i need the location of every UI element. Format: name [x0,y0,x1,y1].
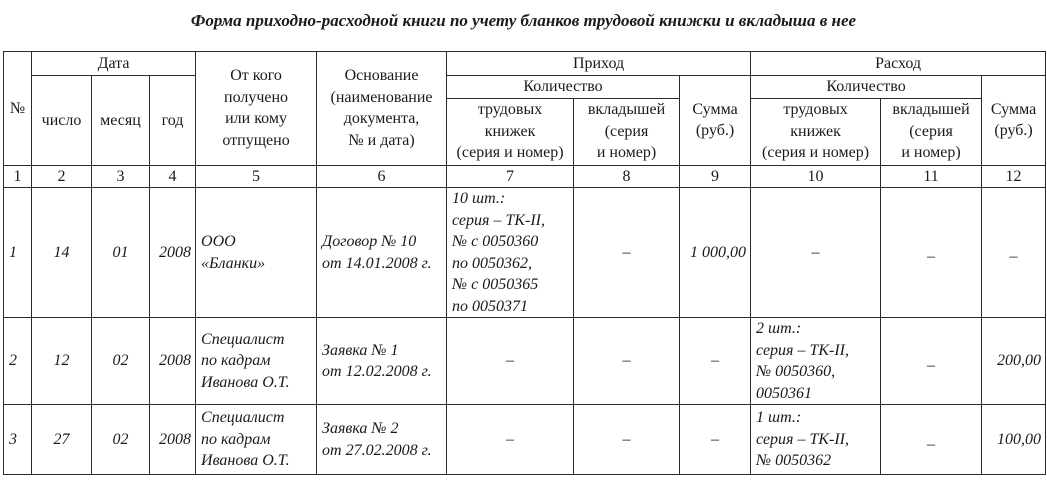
header-row-top [4,52,1046,76]
table-row [4,318,1046,405]
header-date: Дата [32,52,196,76]
header-day: число [32,76,92,166]
header-row-quantity [4,76,1046,99]
row-party: Специалист по кадрам Иванова О.Т. [196,318,317,405]
column-number: 7 [447,165,574,188]
column-number: 8 [574,165,680,188]
row-year: 2008 [150,405,196,475]
row-income-books: – [447,318,574,405]
ledger-table [3,51,1046,475]
row-expense-books: 1 шт.: серия – ТК-II, № 0050362 [751,405,881,475]
column-number: 3 [92,165,150,188]
row-party: Специалист по кадрам Иванова О.Т. [196,405,317,475]
row-expense-inserts: – [881,405,982,475]
header-income-inserts: вкладышей (серия и номер) [574,98,680,165]
row-expense-sum: 200,00 [982,318,1046,405]
row-expense-inserts: – [881,188,982,318]
row-no: 1 [4,188,32,318]
row-income-sum: – [680,318,751,405]
header-no: № [4,52,32,166]
row-day: 14 [32,188,92,318]
column-number: 2 [32,165,92,188]
column-number: 6 [317,165,447,188]
row-expense-books: – [751,188,881,318]
column-number: 9 [680,165,751,188]
header-income-books: трудовых книжек (серия и номер) [447,98,574,165]
row-expense-sum: – [982,188,1046,318]
header-income-sum: Сумма (руб.) [680,76,751,166]
row-expense-books: 2 шт.: серия – ТК-II, № 0050360, 0050361 [751,318,881,405]
row-expense-inserts: – [881,318,982,405]
row-month: 02 [92,405,150,475]
row-basis: Заявка № 1 от 12.02.2008 г. [317,318,447,405]
row-month: 01 [92,188,150,318]
column-number: 4 [150,165,196,188]
row-year: 2008 [150,318,196,405]
header-expense-quantity: Количество [751,76,982,99]
row-month: 02 [92,318,150,405]
row-income-inserts: – [574,405,680,475]
table-row [4,405,1046,475]
header-year: год [150,76,196,166]
row-party: ООО «Бланки» [196,188,317,318]
row-day: 12 [32,318,92,405]
row-income-sum: 1 000,00 [680,188,751,318]
header-income: Приход [447,52,751,76]
column-number: 10 [751,165,881,188]
column-number: 1 [4,165,32,188]
row-no: 2 [4,318,32,405]
header-basis: Основание (наименование документа, № и дата) [317,52,447,166]
header-expense: Расход [751,52,1046,76]
column-number: 11 [881,165,982,188]
document-title: Форма приходно-расходной книги по учету бланков трудовой книжки и вкладыша в нее [190,11,857,30]
header-expense-books: трудовых книжек (серия и номер) [751,98,881,165]
row-year: 2008 [150,188,196,318]
row-no: 3 [4,405,32,475]
header-expense-inserts: вкладышей (серия и номер) [881,98,982,165]
header-from: От кого получено или кому отпущено [196,52,317,166]
row-day: 27 [32,405,92,475]
column-number: 5 [196,165,317,188]
column-number: 12 [982,165,1046,188]
header-month: месяц [92,76,150,166]
table-row [4,188,1046,318]
row-basis: Заявка № 2 от 27.02.2008 г. [317,405,447,475]
row-expense-sum: 100,00 [982,405,1046,475]
row-income-inserts: – [574,188,680,318]
column-numbers-row [4,165,1046,188]
row-income-books: – [447,405,574,475]
header-expense-sum: Сумма (руб.) [982,76,1046,166]
row-income-sum: – [680,405,751,475]
row-income-inserts: – [574,318,680,405]
row-basis: Договор № 10 от 14.01.2008 г. [317,188,447,318]
header-income-quantity: Количество [447,76,680,99]
row-income-books: 10 шт.: серия – ТК-II, № с 0050360 по 0050362, № с 0050365 по 0050371 [447,188,574,318]
